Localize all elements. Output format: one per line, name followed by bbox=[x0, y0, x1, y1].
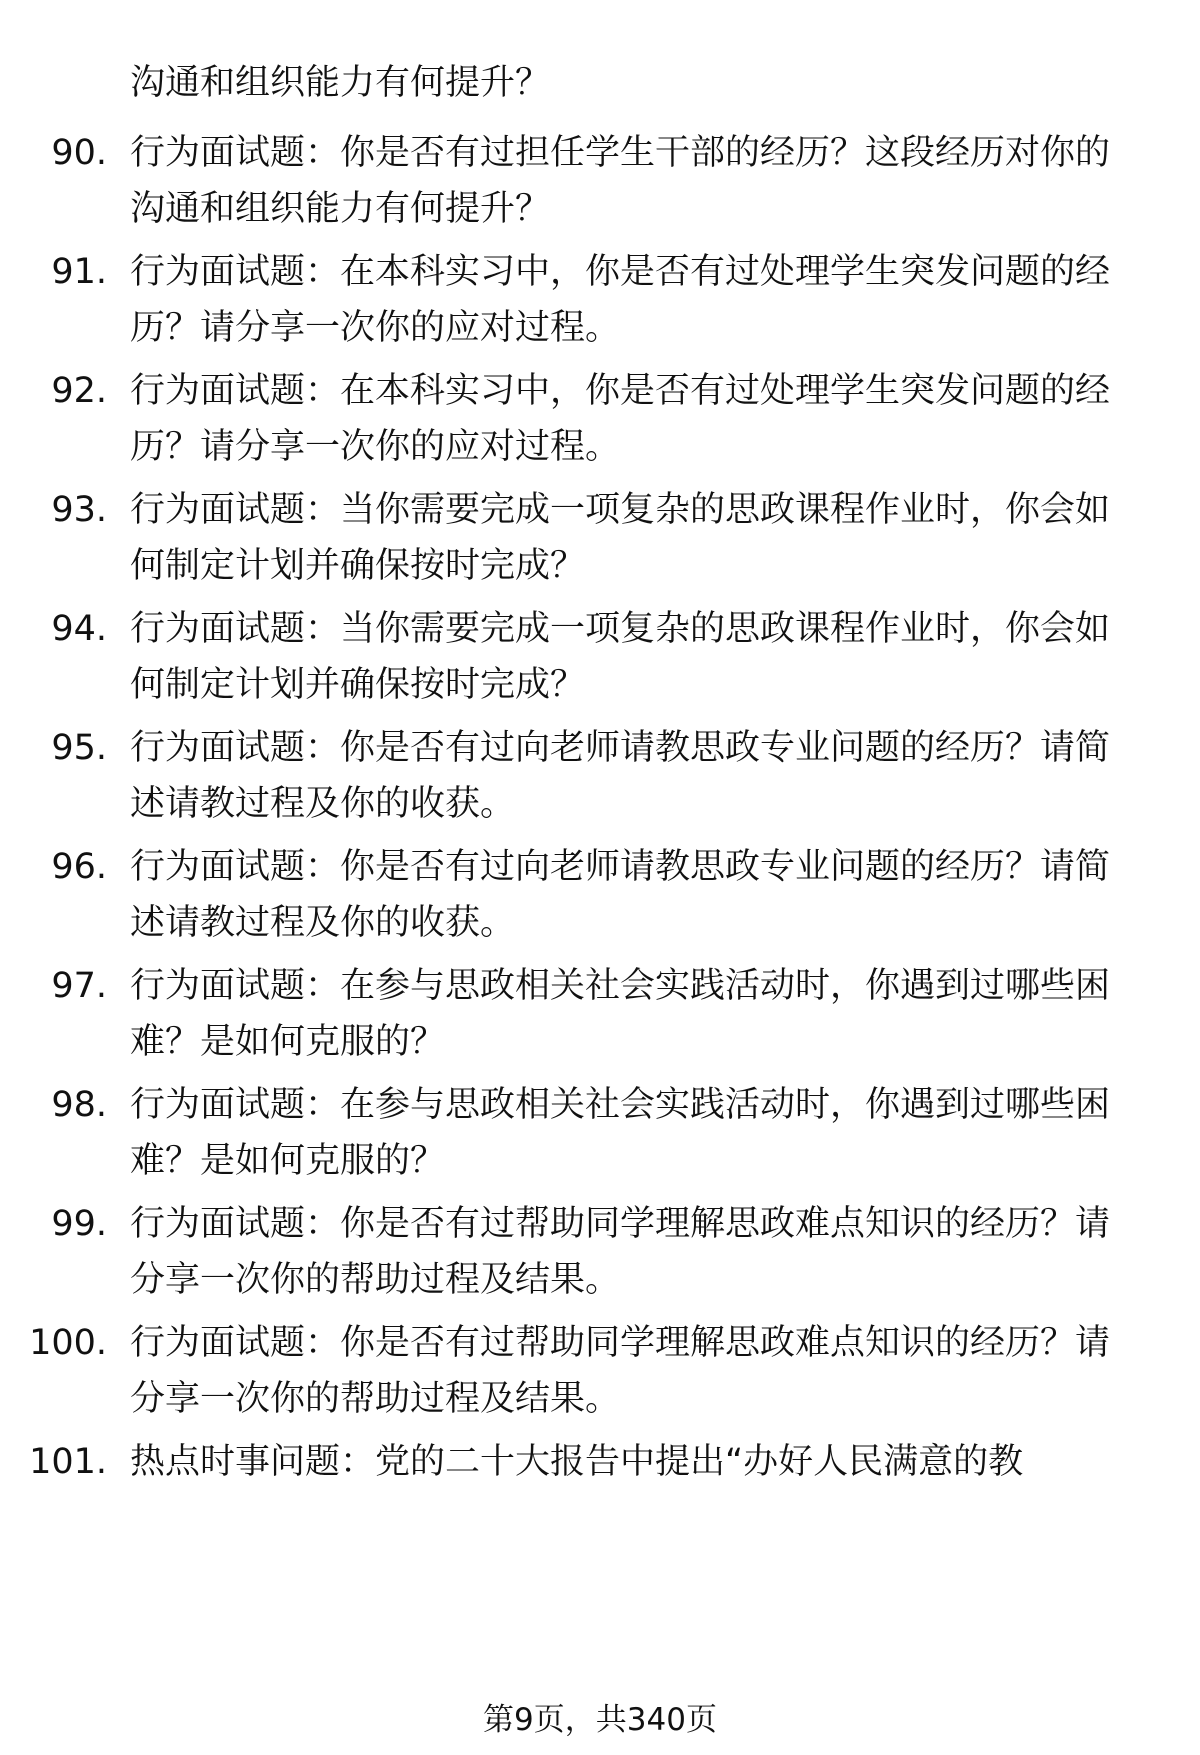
question-number: 98. bbox=[51, 1085, 107, 1125]
question-text-line: 行为面试题：在本科实习中，你是否有过处理学生突发问题的经 bbox=[130, 252, 1111, 292]
question-number: 96. bbox=[51, 847, 107, 887]
question-text-line: 述请教过程及你的收获。 bbox=[130, 784, 516, 824]
question-text-line: 行为面试题：你是否有过帮助同学理解思政难点知识的经历？请 bbox=[130, 1204, 1111, 1244]
question-text-line: 历？请分享一次你的应对过程。 bbox=[130, 427, 621, 467]
question-text-line: 行为面试题：当你需要完成一项复杂的思政课程作业时，你会如 bbox=[130, 609, 1111, 649]
question-number: 92. bbox=[51, 371, 107, 411]
page-footer: 第9页，共340页 bbox=[483, 1702, 717, 1738]
question-text-line: 行为面试题：你是否有过帮助同学理解思政难点知识的经历？请 bbox=[130, 1323, 1111, 1363]
question-text-line: 沟通和组织能力有何提升？ bbox=[130, 189, 551, 229]
question-text-line: 行为面试题：在参与思政相关社会实践活动时，你遇到过哪些困 bbox=[130, 966, 1111, 1006]
question-text-line: 分享一次你的帮助过程及结果。 bbox=[130, 1379, 621, 1419]
question-number: 99. bbox=[51, 1204, 107, 1244]
question-number: 100. bbox=[29, 1323, 107, 1363]
question-text-line: 行为面试题：在本科实习中，你是否有过处理学生突发问题的经 bbox=[130, 371, 1111, 411]
question-text-line: 行为面试题：你是否有过向老师请教思政专业问题的经历？请简 bbox=[130, 847, 1111, 887]
question-number: 90. bbox=[51, 133, 107, 173]
question-text-line: 行为面试题：你是否有过担任学生干部的经历？这段经历对你的 bbox=[130, 133, 1111, 173]
question-text-line: 行为面试题：在参与思政相关社会实践活动时，你遇到过哪些困 bbox=[130, 1085, 1111, 1125]
question-text-line: 历？请分享一次你的应对过程。 bbox=[130, 308, 621, 348]
question-text-line: 难？是如何克服的？ bbox=[130, 1141, 446, 1181]
question-number: 94. bbox=[51, 609, 107, 649]
question-number: 91. bbox=[51, 252, 107, 292]
question-number: 95. bbox=[51, 728, 107, 768]
question-text-line: 行为面试题：当你需要完成一项复杂的思政课程作业时，你会如 bbox=[130, 490, 1111, 530]
question-text-line: 行为面试题：你是否有过向老师请教思政专业问题的经历？请简 bbox=[130, 728, 1111, 768]
question-text-line: 何制定计划并确保按时完成？ bbox=[130, 665, 586, 705]
question-text-line: 难？是如何克服的？ bbox=[130, 1022, 446, 1062]
question-text-line: 何制定计划并确保按时完成？ bbox=[130, 546, 586, 586]
question-number: 97. bbox=[51, 966, 107, 1006]
question-number: 93. bbox=[51, 490, 107, 530]
continuation-line: 沟通和组织能力有何提升？ bbox=[130, 63, 551, 103]
question-number: 101. bbox=[29, 1442, 107, 1482]
question-text-line: 述请教过程及你的收获。 bbox=[130, 903, 516, 943]
question-text-line: 分享一次你的帮助过程及结果。 bbox=[130, 1260, 621, 1300]
question-text-line: 热点时事问题：党的二十大报告中提出“办好人民满意的教 bbox=[130, 1442, 1024, 1482]
